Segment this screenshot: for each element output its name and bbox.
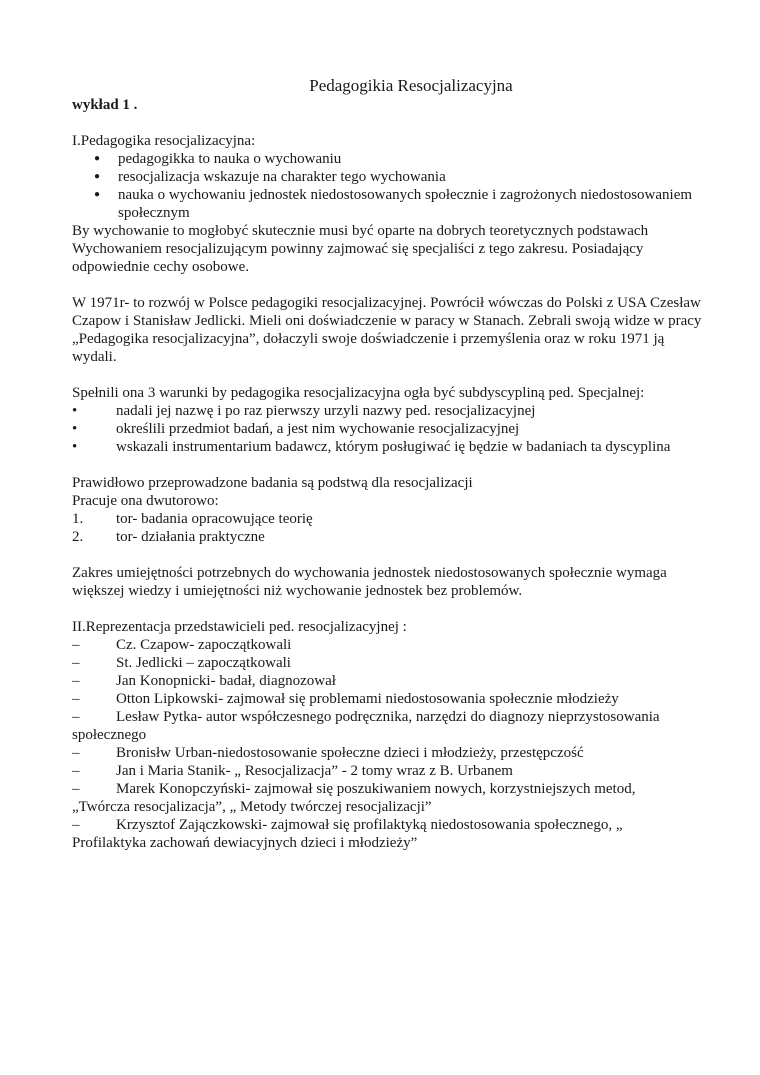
bullet-marker: • bbox=[72, 439, 78, 455]
paragraph: Wychowaniem resocjalizującym powinny zajmować się specjaliści z tego zakresu. Posiadający odpowiednie cechy osobowe. bbox=[72, 241, 644, 275]
list-item: – Otton Lipkowski- zajmował się problemami niedostosowania społecznie młodzieży bbox=[72, 691, 619, 707]
list-item: • wskazali instrumentarium badawcz, którym posługiwać ię będzie w badaniach ta dyscyplina bbox=[72, 439, 671, 455]
list-number: 1. bbox=[72, 511, 84, 527]
list-item: 2. tor- działania praktyczne bbox=[72, 529, 265, 545]
dash-marker: – bbox=[72, 763, 80, 779]
list-item: – Marek Konopczyński- zajmował się poszukiwaniem nowych, korzystniejszych metod, „Twórcza resocjalizacja”, „ Metody twórczej resocjalizacji” bbox=[72, 781, 636, 815]
list-item: ● nauka o wychowaniu jednostek niedostosowanych społecznie i zagrożonych niedostosowaniem społecznym bbox=[72, 186, 702, 222]
list-item: – Lesław Pytka- autor współczesnego podręcznika, narzędzi do diagnozy nieprzystosowania społecznego bbox=[72, 709, 660, 743]
list-item: – Krzysztof Zajączkowski- zajmował się profilaktyką niedostosowania społecznego, „ Profilaktyka zachowań dewiacyjnych dzieci i młodzieży” bbox=[72, 817, 623, 851]
paragraph: Pracuje ona dwutorowo: bbox=[72, 493, 219, 509]
list-item: ● resocjalizacja wskazuje na charakter tego wychowania bbox=[72, 168, 702, 186]
document-page bbox=[72, 76, 702, 852]
dash-marker: – bbox=[72, 817, 80, 833]
conditions-intro: Spełnili ona 3 warunki by pedagogika resocjalizacyjna ogła być subdyscypliną ped. Specjalnej: bbox=[72, 385, 645, 401]
scope-paragraph: Zakres umiejętności potrzebnych do wychowania jednostek niedostosowanych społecznie wymaga większej wiedzy i umiejętności niż wychowanie jednostek bez problemów. bbox=[72, 565, 667, 599]
dash-marker: – bbox=[72, 745, 80, 761]
list-item: 1. tor- badania opracowujące teorię bbox=[72, 511, 313, 527]
list-item: – Jan Konopnicki- badał, diagnozował bbox=[72, 673, 336, 689]
list-item: – St. Jedlicki – zapoczątkowali bbox=[72, 655, 291, 671]
document-title: Pedagogikia Resocjalizacyjna bbox=[309, 76, 513, 95]
list-item: – Cz. Czapow- zapoczątkowali bbox=[72, 637, 292, 653]
lecture-label: wykład 1 . bbox=[72, 97, 138, 113]
definition-list bbox=[72, 150, 702, 222]
list-item: • określili przedmiot badań, a jest nim wychowanie resocjalizacyjnej bbox=[72, 421, 520, 437]
dash-marker: – bbox=[72, 781, 80, 797]
list-item: ● pedagogikka to nauka o wychowaniu bbox=[72, 150, 702, 168]
paragraph: By wychowanie to mogłobyć skutecznie musi być oparte na dobrych teoretycznych podstawach bbox=[72, 223, 649, 239]
dash-marker: – bbox=[72, 655, 80, 671]
bullet-marker: • bbox=[72, 421, 78, 437]
list-item: – Jan i Maria Stanik- „ Resocjalizacja” - 2 tomy wraz z B. Urbanem bbox=[72, 763, 513, 779]
paragraph: Prawidłowo przeprowadzone badania są podstwą dla resocjalizacji bbox=[72, 475, 473, 491]
list-item: – Bronisłw Urban-niedostosowanie społeczne dzieci i młodzieży, przestępczość bbox=[72, 745, 584, 761]
section-2-heading: II.Reprezentacja przedstawicieli ped. resocjalizacyjnej : bbox=[72, 619, 407, 635]
section-1-heading: I.Pedagogika resocjalizacyjna: bbox=[72, 133, 256, 149]
dash-marker: – bbox=[72, 709, 80, 725]
dash-marker: – bbox=[72, 637, 80, 653]
bullet-marker: • bbox=[72, 403, 78, 419]
dash-marker: – bbox=[72, 673, 80, 689]
list-item: • nadali jej nazwę i po raz pierwszy urzyli nazwy ped. resocjalizacyjnej bbox=[72, 403, 536, 419]
list-number: 2. bbox=[72, 529, 84, 545]
history-paragraph: W 1971r- to rozwój w Polsce pedagogiki resocjalizacyjnej. Powrócił wówczas do Polski z USA Czesław Czapow i Stanisław Jedlicki. Mieli oni doświadczenie w paracy w Stanach. Zebrali swoją widze w pracy „Pedagogika resocjalizacyjna”, dołaczyli swoje doświadczenie i przemyślenia oraz w roku 1971 ją wydali. bbox=[72, 295, 702, 365]
dash-marker: – bbox=[72, 691, 80, 707]
